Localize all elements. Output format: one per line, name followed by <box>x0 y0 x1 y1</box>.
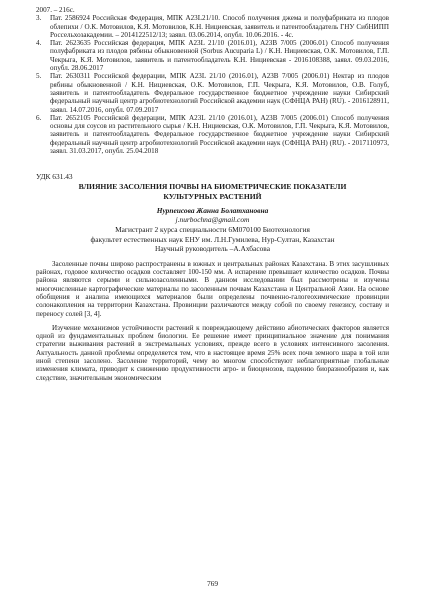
reference-text: Пат. 2586924 Российская Федерация, МПК A23L21/10. Способ получения джема и полуфабриката из плодов облепихи / О.К. Мотовилов, К.Я. Мотовилов, К.Н. Нициевская, заявитель и патентообладатель ГНУ СибНИПП Россельхозакадемии. – 2014122512/13; заявл. 03.06.2014, опубл. 10.06.2016. - 4с. <box>50 14 389 39</box>
reference-item <box>36 39 389 72</box>
reference-text: Пат. 2630311 Российской федерации, МПК A23L 21/10 (2016.01), A23B 7/005 (2006.01) Нектар из плодов рябины обыкновенной / К.Н. Нициевская, О.К. Мотовилов, Г.П. Чекрыга, К.Я. Мотовилов, О.В. Голуб, заявитель и патентообладатель Федеральное государственное бюджетное учреждение науки Сибирский федеральный научный центр агробиотехнологий Российской академии наук (СФНЦА РАН) (RU). - 2016128911, заявл. 14.07.2016, опубл. 07.09.2017 <box>50 72 389 114</box>
reference-list-section <box>36 6 389 155</box>
reference-number: 5. <box>36 72 42 81</box>
udc-code: УДК 631.43 <box>36 172 73 182</box>
body-paragraph: Засоленные почвы широко распространены в южных и центральных районах Казахстана. В этих засушливых районах, годовое количество осадков составляет 100-150 мм. А испарение превышает количество осадков. Почвы района являются серыми и сильнозасоленными. В данном исследовании был рассмотрены и изучены многочисленные картографические материалы по засоленным почвам Казахстана и Центральной Азии. На основе обобщения и анализа имеющихся материалов были определены почвенно-галогеохимические провинции солонакопления на территории Казахстана. Провинции различаются между собой по своему генезису, составу и переносу солей [3, 4]. <box>36 259 389 318</box>
article-title <box>36 182 389 200</box>
article-title-line: ВЛИЯНИЕ ЗАСОЛЕНИЯ ПОЧВЫ НА БИОМЕТРИЧЕСКИЕ ПОКАЗАТЕЛИ <box>78 182 347 192</box>
reference-number: 4. <box>36 39 42 48</box>
reference-number: 3. <box>36 14 42 23</box>
article-title-line: КУЛЬТУРНЫХ РАСТЕНИЙ <box>163 191 262 201</box>
reference-text: Пат. 2623635 Российская федерация, МПК A23L 21/10 (2016.01), A23B 7/005 (2006.01) Способ получения полуфабриката из плодов рябины обыкновенной (Sorbus Aucuparia L) / К.Н. Нициевская, О.К. Мотовилов, Г.П. Чекрыга, К.Я. Мотовилов, заявитель и патентообладатель К.Н. Нициевская - 2016108388, заявл. 09.03.2016, опубл. 28.06.2017 <box>50 39 389 73</box>
reference-number: 6. <box>36 113 42 122</box>
author-affiliation: Магистрант 2 курса специальности 6М070100 Биотехнология <box>115 224 310 234</box>
reference-text: Пат. 2652105 Российской федерации, МПК A23L 21/10 (2016.01), A23B 7/005 (2006.01) Способ получения основы для соусов из растительного сырья / К.Н. Нициевская, О.К. Мотовилов, Г.П. Чекрыга, К.Я. Мотовилов, заявитель и патентообладатель Федеральное государственное бюджетное учреждение науки Сибирский федеральный научный центр агробиотехнологий Российской академии наук (СФНЦА РАН) (RU). - 2017110973, заявл. 31.03.2017, опубл. 25.04.2018 <box>50 113 389 156</box>
reference-list <box>36 14 389 155</box>
reference-continuation: 2007. – 216с. <box>36 6 75 14</box>
reference-item <box>36 114 389 155</box>
article-body <box>36 260 389 382</box>
author-block <box>36 206 389 254</box>
author-email: j.nurbochna@gmail.com <box>175 215 250 225</box>
author-name: Нурпеисова Жанна Болатхановна <box>156 205 269 215</box>
reference-item <box>36 14 389 39</box>
body-paragraph: Изучение механизмов устойчивости растений к повреждающему действию абиотических факторов является одной из фундаментальных проблем биологии. Ее решение имеет принципиальное значение для понимания стратегии выживания растений в экстремальных условиях, прежде всего в условиях интенсивного засоления. Актуальность данной проблемы определяется тем, что в настоящее время 25% всех почв земного шара в той или иной степени засолено. Засоление территорий, чему во многом способствуют неблагоприятные глобальные изменения климата, приводит к снижению продуктивности агро- и биоценозов, падению биоразнообразия и, как следствие, значительным экономическим <box>36 323 389 382</box>
supervisor: Научный руководитель –А.Ахбасова <box>155 244 270 254</box>
author-affiliation: факультет естественных наук ЕНУ им. Л.Н.Гумилева, Нур-Султан, Казахстан <box>90 234 335 244</box>
page-number: 769 <box>206 579 219 588</box>
reference-item <box>36 72 389 113</box>
